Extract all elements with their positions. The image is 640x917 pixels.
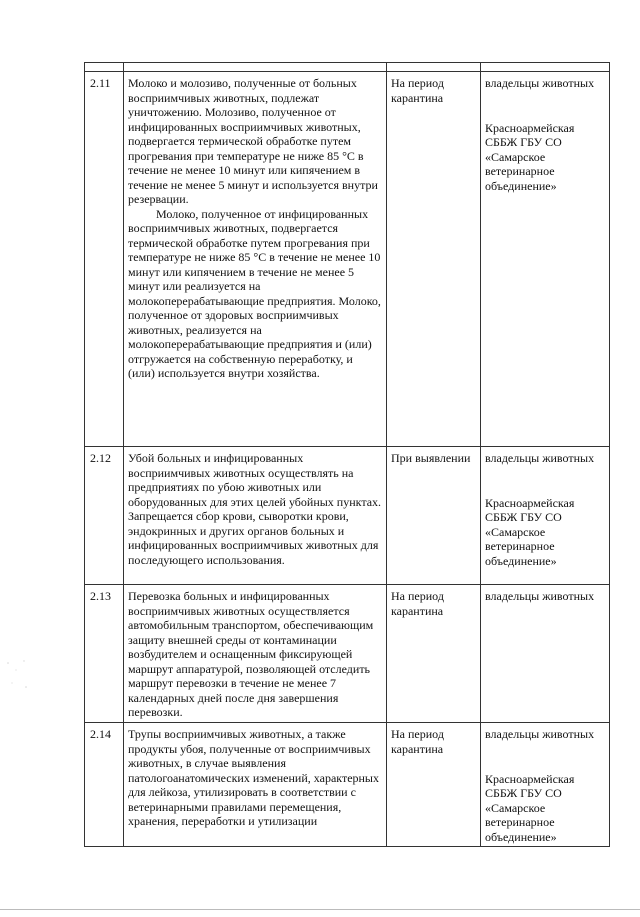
responsible-org: Красноармейская СББЖ ГБУ СО «Самарское ветеринарное объединение» (485, 120, 575, 193)
measure-paragraph: Молоко и молозиво, полученные от больных восприимчивых животных, подлежат уничтожению. Молозиво, полученное от инфицированных восприимчивых животных, подвергается термической обработке путем прогревания при температуре не ниже 85 °С в течение не менее 10 минут или кипячением в течение не менее 5 минут и используется внутри резервации. (128, 76, 378, 206)
measure-paragraph: Молоко, полученное от инфицированных восприимчивых животных, подвергается термической обработке путем прогревания при температуре не ниже 85 °С в течение не менее 10 минут или кипячением в течение не менее 5 минут или реализуется на молокоперерабатывающие предприятия. Молоко, полученное от здоровых восприимчивых животных, реализуется на молокоперерабатывающие предприятия и (или) отгружается на собственную переработку, и (или) используется внутри хозяйства. (128, 206, 381, 380)
header-cell (85, 63, 124, 72)
responsible-org: Красноармейская СББЖ ГБУ СО «Самарское ветеринарное объединение» (485, 495, 575, 568)
measure-paragraph: Перевозка больных и инфицированных восприимчивых животных осуществляется автомобильным транспортом, обеспечивающим защиту внешней среды от контаминации возбудителем и оснащенным фиксирующей маршрут аппаратурой, позволяющей отследить маршрут перевозки в течение не менее 7 календарных дней после дня завершения перевозки. (128, 589, 374, 719)
page-bottom-edge (0, 909, 640, 910)
measures-table (84, 62, 610, 847)
measure-cell (124, 447, 387, 585)
row-number: 2.14 (85, 723, 124, 847)
measure-cell (124, 723, 387, 847)
scan-noise (2, 655, 32, 695)
table-row (85, 585, 610, 723)
table-header-row (85, 63, 610, 72)
row-number: 2.13 (85, 585, 124, 723)
responsible-cell (481, 585, 610, 723)
header-cell (481, 63, 610, 72)
measure-cell (124, 585, 387, 723)
responsible-owner: владельцы животных (485, 727, 595, 741)
table-row (85, 72, 610, 447)
responsible-owner: владельцы животных (485, 76, 595, 90)
row-number: 2.12 (85, 447, 124, 585)
measure-cell (124, 72, 387, 447)
row-number: 2.11 (85, 72, 124, 447)
period-cell: На период карантина (387, 585, 481, 723)
period-cell: На период карантина (387, 72, 481, 447)
responsible-org: Красноармейская СББЖ ГБУ СО «Самарское ветеринарное объединение» (485, 771, 575, 844)
table-row (85, 723, 610, 847)
header-cell (387, 63, 481, 72)
measure-paragraph: Убой больных и инфицированных восприимчивых животных осуществлять на предприятиях по убою животных или оборудованных для этих целей убойных пунктах. Запрещается сбор крови, сыворотки крови, эндокринных и других органов больных и инфицированных восприимчивых животных для последующего использования. (128, 451, 382, 567)
responsible-cell (481, 72, 610, 447)
responsible-owner: владельцы животных (485, 589, 595, 603)
responsible-cell (481, 723, 610, 847)
responsible-cell (481, 447, 610, 585)
period-cell: На период карантина (387, 723, 481, 847)
header-cell (124, 63, 387, 72)
period-cell: При выявлении (387, 447, 481, 585)
responsible-owner: владельцы животных (485, 451, 595, 465)
measure-paragraph: Трупы восприимчивых животных, а также продукты убоя, полученные от восприимчивых животных, в случае выявления патологоанатомических изменений, характерных для лейкоза, утилизировать в соответствии с ветеринарными правилами перемещения, хранения, переработки и утилизации (128, 727, 379, 828)
table-row (85, 447, 610, 585)
